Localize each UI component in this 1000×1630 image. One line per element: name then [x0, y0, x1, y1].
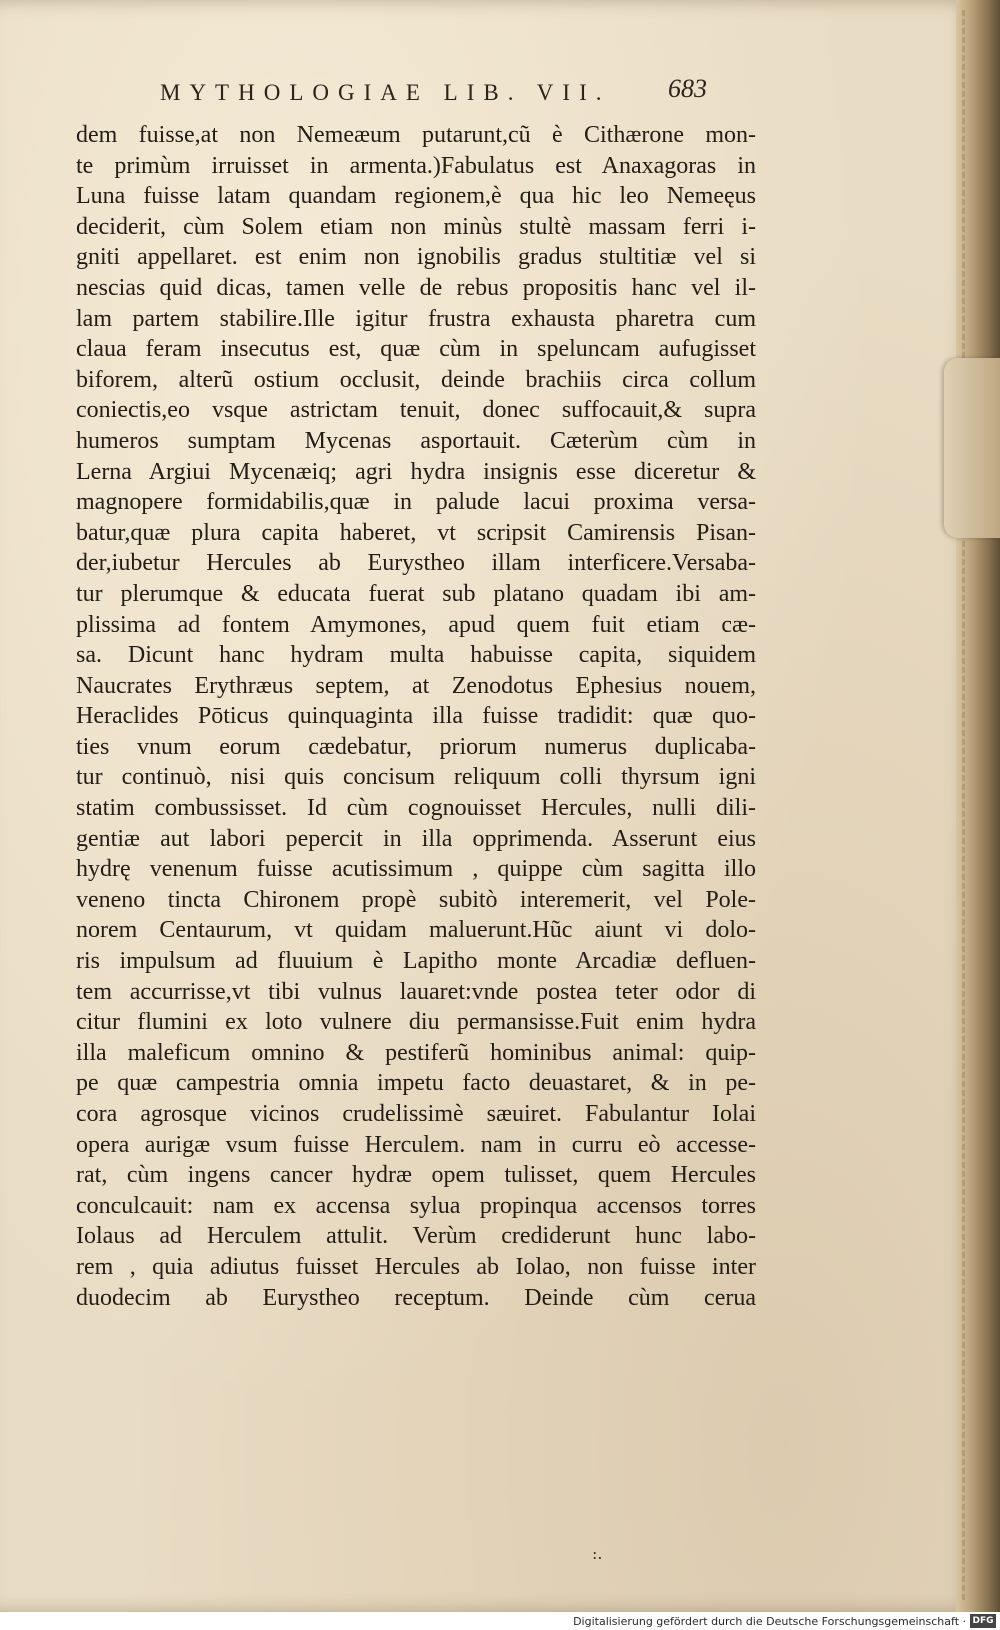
page-edge [956, 0, 1000, 1612]
text-line: ties vnum eorum cædebatur, priorum numerus duplicaba- [76, 733, 756, 760]
text-line: duodecim ab Eurystheo receptum. Deinde cùm cerua [76, 1284, 756, 1311]
text-line: claua feram insecutus est, quæ cùm in speluncam aufugisset [76, 336, 756, 363]
text-line: gniti appellaret. est enim non ignobilis gradus stultitiæ vel si [76, 244, 756, 271]
dfg-logo: DFG [970, 1614, 996, 1628]
text-line: cora agrosque vicinos crudelissimè sæuiret. Fabulantur Iolai [76, 1101, 756, 1127]
text-line: rat, cùm ingens cancer hydræ opem tulisset, quem Hercules [76, 1162, 756, 1189]
text-line: Iolaus ad Herculem attulit. Verùm crediderunt hunc labo- [76, 1223, 756, 1250]
signature-mark: :. [592, 1544, 603, 1563]
text-line: Naucrates Erythræus septem, at Zenodotus Ephesius nouem, [76, 672, 756, 699]
text-line: tur continuò, nisi quis concisum reliquum colli thyrsum igni [76, 764, 756, 791]
digitization-credit: Digitalisierung gefördert durch die Deutsche Forschungsgemeinschaft · [573, 1615, 966, 1628]
text-line: tem accurrisse,vt tibi vulnus lauaret:vnde postea teter odor di [76, 978, 756, 1005]
text-line: sa. Dicunt hanc hydram multa habuisse capita, siquidem [76, 642, 756, 669]
footer-bar [0, 1612, 1000, 1630]
running-head: MYTHOLOGIAE LIB. VII. [160, 80, 611, 105]
text-line: coniectis,eo vsque astrictam tenuit, donec suffocauit,& supra [76, 397, 756, 424]
text-line: illa maleficum omnino & pestiferũ hominibus animal: quip- [76, 1039, 756, 1066]
page-tab-marker [944, 358, 1000, 538]
body-text [76, 120, 756, 1313]
text-line: magnopere formidabilis,quæ in palude lacui proxima versa- [76, 489, 756, 516]
text-line: batur,quæ plura capita haberet, vt scripsit Camirensis Pisan- [76, 519, 756, 546]
text-line: nescias quid dicas, tamen velle de rebus propositis hanc vel il- [76, 274, 756, 301]
text-line: rem , quia adiutus fuisset Hercules ab Iolao, non fuisse inter [76, 1253, 756, 1280]
text-line: ris impulsum ad fluuium è Lapitho monte Arcadiæ defluen- [76, 948, 756, 975]
text-line: Luna fuisse latam quandam regionem,è qua hic leo Nemeęus [76, 183, 756, 210]
text-line: dem fuisse,at non Nemeæum putarunt,cũ è Cithærone mon- [76, 122, 756, 148]
text-line: citur flumini ex loto vulnere diu permansisse.Fuit enim hydra [76, 1009, 756, 1036]
page-number: 683 [668, 74, 707, 103]
text-line: Heraclides Pōticus quinquaginta illa fuisse tradidit: quæ quo- [76, 703, 756, 730]
text-line: Lerna Argiui Mycenæiq; agri hydra insignis esse diceretur & [76, 458, 756, 485]
text-line: statim combussisset. Id cùm cognouisset Hercules, nulli dili- [76, 795, 756, 822]
text-line: lam partem stabilire.Ille igitur frustra exhausta pharetra cum [76, 305, 756, 332]
page-header [160, 74, 760, 116]
text-line: conculcauit: nam ex accensa sylua propinqua accensos torres [76, 1192, 756, 1219]
text-line: norem Centaurum, vt quidam maluerunt.Hũc aiunt vi dolo- [76, 917, 756, 944]
text-line: opera aurigæ vsum fuisse Herculem. nam in curru eò accesse- [76, 1131, 756, 1158]
text-line: plissima ad fontem Amymones, apud quem fuit etiam cæ- [76, 611, 756, 638]
text-line: deciderit, cùm Solem etiam non minùs stultè massam ferri i- [76, 213, 756, 240]
text-line: tur plerumque & educata fuerat sub platano quadam ibi am- [76, 580, 756, 607]
text-line: pe quæ campestria omnia impetu facto deuastaret, & in pe- [76, 1070, 756, 1097]
text-line: te primùm irruisset in armenta.)Fabulatus est Anaxagoras in [76, 152, 756, 179]
text-line: biforem, alterũ ostium occlusit, deinde brachiis circa collum [76, 366, 756, 393]
text-line: gentiæ aut labori pepercit in illa opprimenda. Asserunt eius [76, 825, 756, 852]
text-line: humeros sumptam Mycenas asportauit. Cæterùm cùm in [76, 427, 756, 454]
text-line: der,iubetur Hercules ab Eurystheo illam interficere.Versaba- [76, 550, 756, 577]
text-line: veneno tincta Chironem propè subitò interemerit, vel Pole- [76, 886, 756, 913]
text-line: hydrę venenum fuisse acutissimum , quippe cùm sagitta illo [76, 856, 756, 883]
